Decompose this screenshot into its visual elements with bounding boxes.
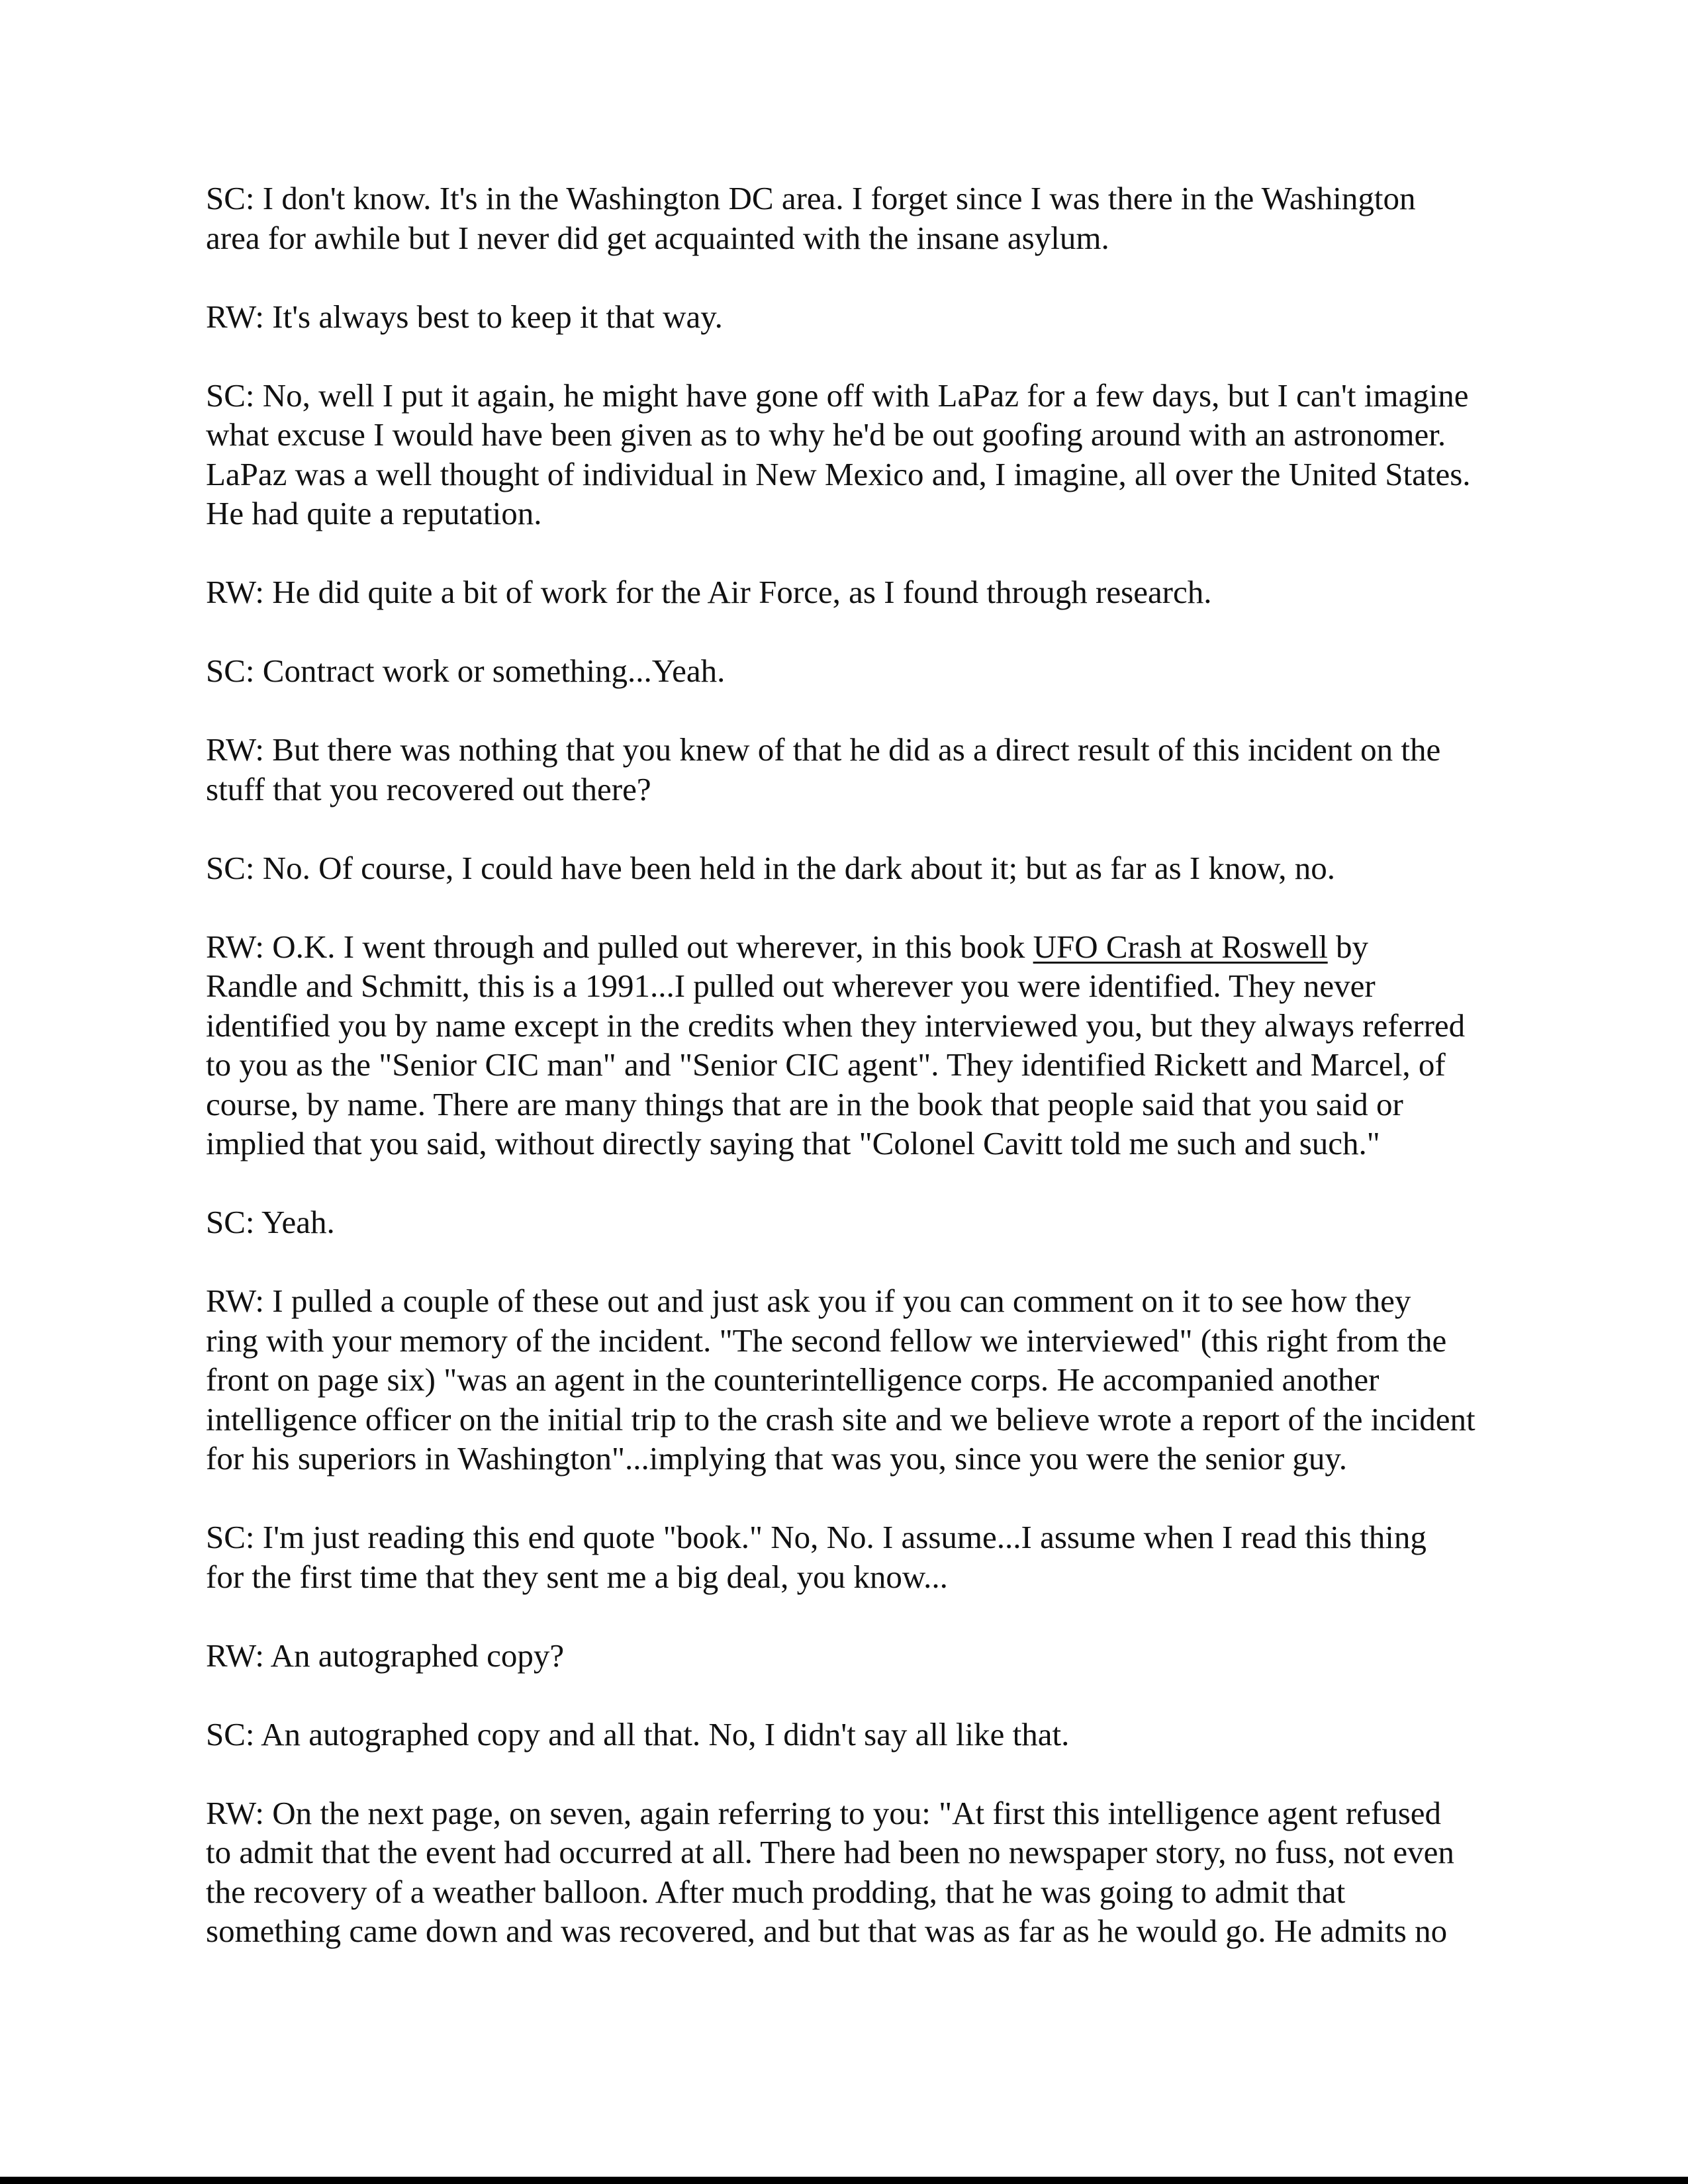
text-segment: by: [1327, 928, 1368, 965]
text-line: He had quite a reputation.: [206, 495, 542, 531]
text-line: for his superiors in Washington"...implying that was you, since you were the senior guy.: [206, 1440, 1347, 1477]
text-line: LaPaz was a well thought of individual in New Mexico and, I imagine, all over the United States.: [206, 455, 1471, 492]
dialogue-paragraph-rw: [206, 1794, 1530, 1951]
dialogue-paragraph-rw: [206, 297, 1530, 337]
text-line: Randle and Schmitt, this is a 1991...I pulled out wherever you were identified. They never: [206, 968, 1376, 1004]
text-line: to admit that the event had occurred at all. There had been no newspaper story, no fuss, not even: [206, 1834, 1454, 1870]
text-line: RW: An autographed copy?: [206, 1637, 565, 1674]
text-line: SC: No. Of course, I could have been held in the dark about it; but as far as I know, no.: [206, 849, 1335, 886]
text-line: area for awhile but I never did get acquainted with the insane asylum.: [206, 219, 1109, 256]
text-line: ring with your memory of the incident. "The second fellow we interviewed" (this right from the: [206, 1322, 1447, 1359]
text-line: [206, 927, 1530, 967]
dialogue-paragraph-sc: [206, 1715, 1530, 1754]
text-line: RW: He did quite a bit of work for the Air Force, as I found through research.: [206, 574, 1212, 610]
text-line: SC: No, well I put it again, he might have gone off with LaPaz for a few days, but I can't imagine: [206, 377, 1469, 414]
text-line: front on page six) "was an agent in the counterintelligence corps. He accompanied another: [206, 1361, 1380, 1398]
text-line: to you as the "Senior CIC man" and "Senior CIC agent". They identified Rickett and Marcel, of: [206, 1046, 1446, 1083]
text-line: implied that you said, without directly saying that "Colonel Cavitt told me such and such.": [206, 1125, 1380, 1161]
dialogue-paragraph-rw: [206, 1636, 1530, 1676]
dialogue-paragraph-sc: [206, 376, 1530, 533]
dialogue-paragraph-rw: [206, 572, 1530, 612]
transcript-page: [206, 179, 1530, 1990]
text-line: SC: An autographed copy and all that. No, I didn't say all like that.: [206, 1715, 1070, 1752]
text-line: SC: Yeah.: [206, 1204, 335, 1240]
dialogue-paragraph-sc: [206, 651, 1530, 691]
text-segment: RW: O.K. I went through and pulled out wherever, in this book: [206, 928, 1033, 965]
dialogue-paragraph-sc: [206, 1518, 1530, 1596]
text-line: stuff that you recovered out there?: [206, 770, 651, 807]
text-line: RW: On the next page, on seven, again referring to you: "At first this intelligence agent refused: [206, 1794, 1442, 1831]
text-line: for the first time that they sent me a big deal, you know...: [206, 1558, 948, 1595]
dialogue-paragraph-sc: [206, 179, 1530, 257]
dialogue-paragraph-rw: [206, 1281, 1530, 1479]
text-line: intelligence officer on the initial trip to the crash site and we believe wrote a report of the incident: [206, 1400, 1476, 1437]
text-line: RW: But there was nothing that you knew of that he did as a direct result of this incident on the: [206, 731, 1441, 768]
dialogue-paragraph-rw: [206, 730, 1530, 809]
text-line: course, by name. There are many things that are in the book that people said that you said or: [206, 1085, 1403, 1122]
dialogue-paragraph-sc: [206, 848, 1530, 888]
text-line: RW: I pulled a couple of these out and just ask you if you can comment on it to see how they: [206, 1283, 1411, 1319]
text-line: SC: I'm just reading this end quote "book." No, No. I assume...I assume when I read this thing: [206, 1519, 1427, 1555]
scan-edge-bar: [0, 2177, 1688, 2184]
text-line: identified you by name except in the credits when they interviewed you, but they always referred: [206, 1007, 1466, 1044]
dialogue-paragraph-rw: [206, 927, 1530, 1163]
text-line: SC: Contract work or something...Yeah.: [206, 653, 726, 689]
text-line: the recovery of a weather balloon. After much prodding, that he was going to admit that: [206, 1873, 1346, 1910]
text-line: SC: I don't know. It's in the Washington DC area. I forget since I was there in the Washington: [206, 180, 1416, 216]
dialogue-paragraph-sc: [206, 1203, 1530, 1242]
text-line: what excuse I would have been given as to why he'd be out goofing around with an astronomer.: [206, 416, 1446, 453]
text-line: RW: It's always best to keep it that way.: [206, 298, 723, 335]
text-line: something came down and was recovered, and but that was as far as he would go. He admits no: [206, 1913, 1448, 1949]
book-title: UFO Crash at Roswell: [1033, 928, 1328, 965]
